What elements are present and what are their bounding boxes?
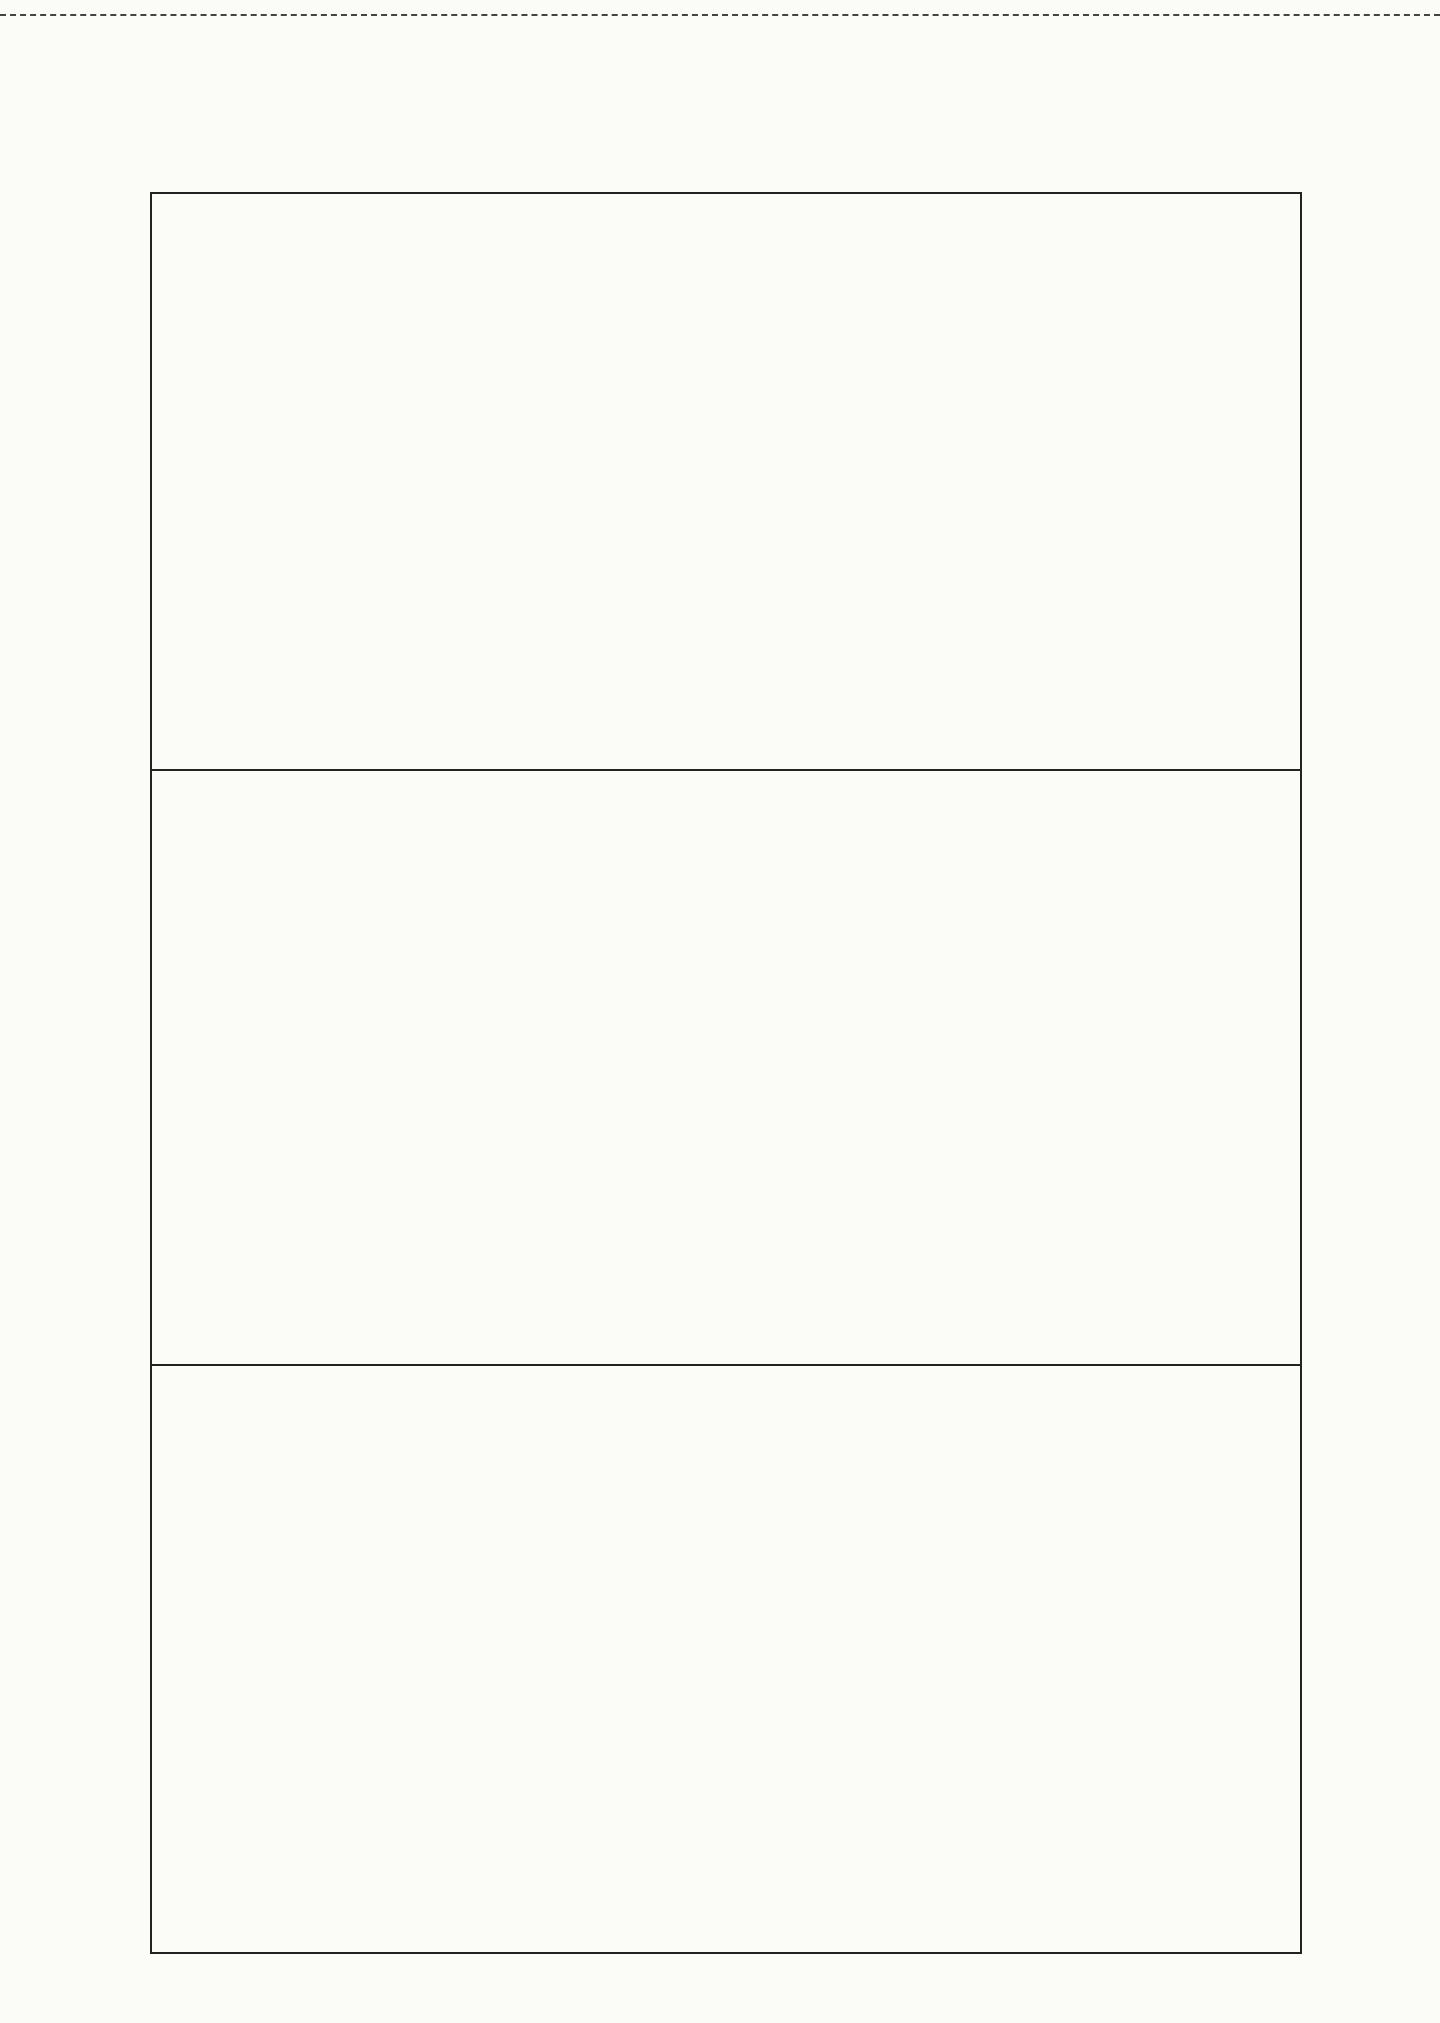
section-divider-2 (152, 1364, 1300, 1366)
top-text (752, 214, 1292, 759)
page-frame (150, 192, 1302, 1954)
bottom-text (162, 1384, 1292, 1939)
middle-text (162, 789, 1292, 1349)
procession-table (322, 214, 752, 759)
top-closing-text (165, 214, 315, 759)
section-divider-1 (152, 769, 1300, 771)
top-edge-line (0, 14, 1440, 16)
